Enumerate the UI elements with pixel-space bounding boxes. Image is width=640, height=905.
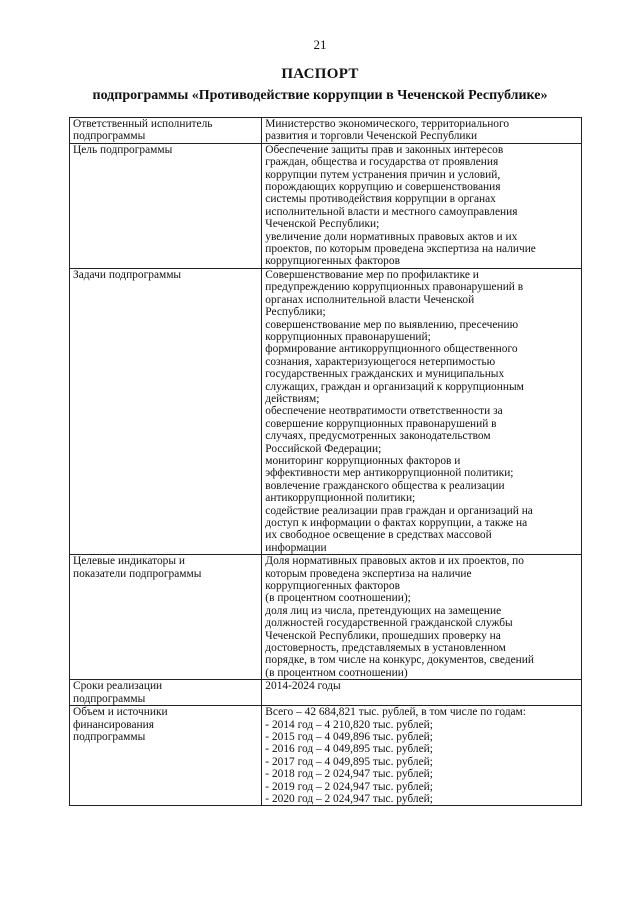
value-line: антикоррупционной политики; — [265, 492, 416, 505]
document-subtitle: подпрограммы «Противодействие коррупции в Чеченской Республике» — [92, 88, 548, 103]
value-line: - 2020 год – 2 024,947 тыс. рублей; — [265, 792, 433, 805]
value-line: - 2019 год – 2 024,947 тыс. рублей; — [265, 780, 433, 793]
page-number: 21 — [313, 37, 327, 52]
row-value-cell — [262, 268, 582, 554]
row-label-cell — [70, 268, 262, 554]
row-label-cell — [70, 706, 262, 806]
value-line: совершенствование мер по выявлению, пресечению — [265, 318, 519, 331]
value-line: - 2015 год – 4 049,896 тыс. рублей; — [265, 730, 433, 743]
row-label-cell — [70, 143, 262, 268]
value-line: доля лиц из числа, претендующих на замещение — [265, 604, 502, 617]
value-line: доступ к информации о фактах коррупции, а также на — [265, 517, 528, 529]
table-row — [70, 143, 582, 268]
value-line: предупреждению коррупционных правонарушений в — [265, 281, 524, 294]
value-line: Министерство экономического, территориального — [265, 118, 510, 130]
value-line: порядке, в том числе на конкурс, документов, сведений — [265, 654, 534, 667]
value-line: развития и торговли Чеченской Республики — [265, 130, 478, 143]
value-line: мониторинг коррупционных факторов и — [265, 454, 461, 467]
value-line: органах исполнительной власти Чеченской — [265, 293, 475, 306]
value-line: формирование антикоррупционного общественного — [265, 343, 518, 356]
table-row — [70, 706, 582, 806]
value-line: увеличение доли нормативных правовых актов и их — [265, 230, 518, 243]
value-line: государственных гражданских и муниципальных — [265, 368, 505, 381]
label-line: Ответственный исполнитель — [73, 118, 213, 130]
value-line: коррупции путем устранения причин и условий, — [265, 168, 501, 181]
value-line: 2014-2024 годы — [265, 680, 341, 693]
value-line: вовлечение гражданского общества к реализации — [265, 479, 505, 492]
value-line: - 2017 год – 4 049,895 тыс. рублей; — [265, 755, 433, 768]
value-line: действиям; — [265, 392, 320, 405]
value-line: сознания, характеризующегося нетерпимостью — [265, 355, 496, 368]
value-line: совершение коррупционных правонарушений в — [265, 417, 497, 430]
value-line: (в процентном соотношении); — [265, 592, 411, 605]
label-line: Целевые индикаторы и — [73, 555, 185, 568]
value-line: коррупциогенных факторов — [265, 580, 400, 593]
label-line: Сроки реализации — [73, 680, 163, 693]
value-line: эффективности мер антикоррупционной политики; — [265, 467, 514, 480]
value-line: достоверность, представляемых в установленном — [265, 642, 506, 655]
value-line: содействие реализации прав граждан и организаций на — [265, 504, 533, 517]
value-line: Совершенствование мер по профилактике и — [265, 268, 479, 281]
row-value-cell — [262, 706, 582, 806]
passport-table-body — [70, 118, 582, 806]
value-line: (в процентном соотношении) — [265, 666, 408, 679]
row-label-cell — [70, 680, 262, 706]
value-line: служащих, граждан и организаций к коррупционным — [265, 380, 524, 393]
label-line: Цель подпрограммы — [73, 143, 173, 156]
value-line: Чеченской Республики, прошедших проверку на — [265, 629, 501, 642]
value-line: должностей государственной гражданской службы — [265, 617, 513, 630]
value-line: Доля нормативных правовых актов и их проектов, по — [265, 555, 524, 568]
document-title: ПАСПОРТ — [281, 66, 359, 82]
table-row — [70, 680, 582, 706]
value-line: исполнительной власти и местного самоуправления — [265, 205, 518, 218]
value-line: Российской Федерации; — [265, 442, 382, 455]
value-line: случаях, предусмотренных законодательством — [265, 430, 491, 443]
row-value-cell — [262, 680, 582, 706]
label-line: подпрограммы — [73, 730, 146, 743]
label-line: Задачи подпрограммы — [73, 268, 182, 281]
label-line: подпрограммы — [73, 130, 146, 143]
table-row — [70, 118, 582, 144]
label-line: финансирования — [73, 718, 154, 731]
value-line: коррупциогенных факторов — [265, 255, 400, 268]
value-line: Обеспечение защиты прав и законных интересов — [265, 143, 504, 156]
row-label-cell — [70, 555, 262, 680]
value-line: информации — [265, 541, 327, 554]
value-line: порождающих коррупцию и совершенствования — [265, 181, 501, 194]
value-line: проектов, по которым проведена экспертиза на наличие — [265, 243, 536, 256]
value-line: которым проведена экспертиза на наличие — [265, 567, 472, 580]
row-value-cell — [262, 143, 582, 268]
passport-table — [69, 117, 582, 806]
value-line: - 2014 год – 4 210,820 тыс. рублей; — [265, 718, 433, 731]
row-value-cell — [262, 118, 582, 144]
table-row — [70, 268, 582, 554]
row-label-cell — [70, 118, 262, 144]
value-line: Республики; — [265, 306, 326, 319]
value-line: коррупционных правонарушений; — [265, 330, 431, 343]
table-row — [70, 555, 582, 680]
value-line: их свободное освещение в средствах массовой — [265, 529, 492, 542]
label-line: Объем и источники — [73, 706, 168, 719]
label-line: показатели подпрограммы — [73, 567, 202, 580]
value-line: системы противодействия коррупции в органах — [265, 193, 496, 206]
value-line: - 2016 год – 4 049,895 тыс. рублей; — [265, 743, 433, 756]
value-line: - 2018 год – 2 024,947 тыс. рублей; — [265, 768, 433, 781]
value-line: обеспечение неотвратимости ответственности за — [265, 405, 503, 418]
row-value-cell — [262, 555, 582, 680]
label-line: подпрограммы — [73, 692, 146, 705]
value-line: Всего – 42 684,821 тыс. рублей, в том числе по годам: — [265, 706, 526, 719]
value-line: граждан, общества и государства от проявления — [265, 156, 499, 169]
value-line: Чеченской Республики; — [265, 218, 380, 231]
